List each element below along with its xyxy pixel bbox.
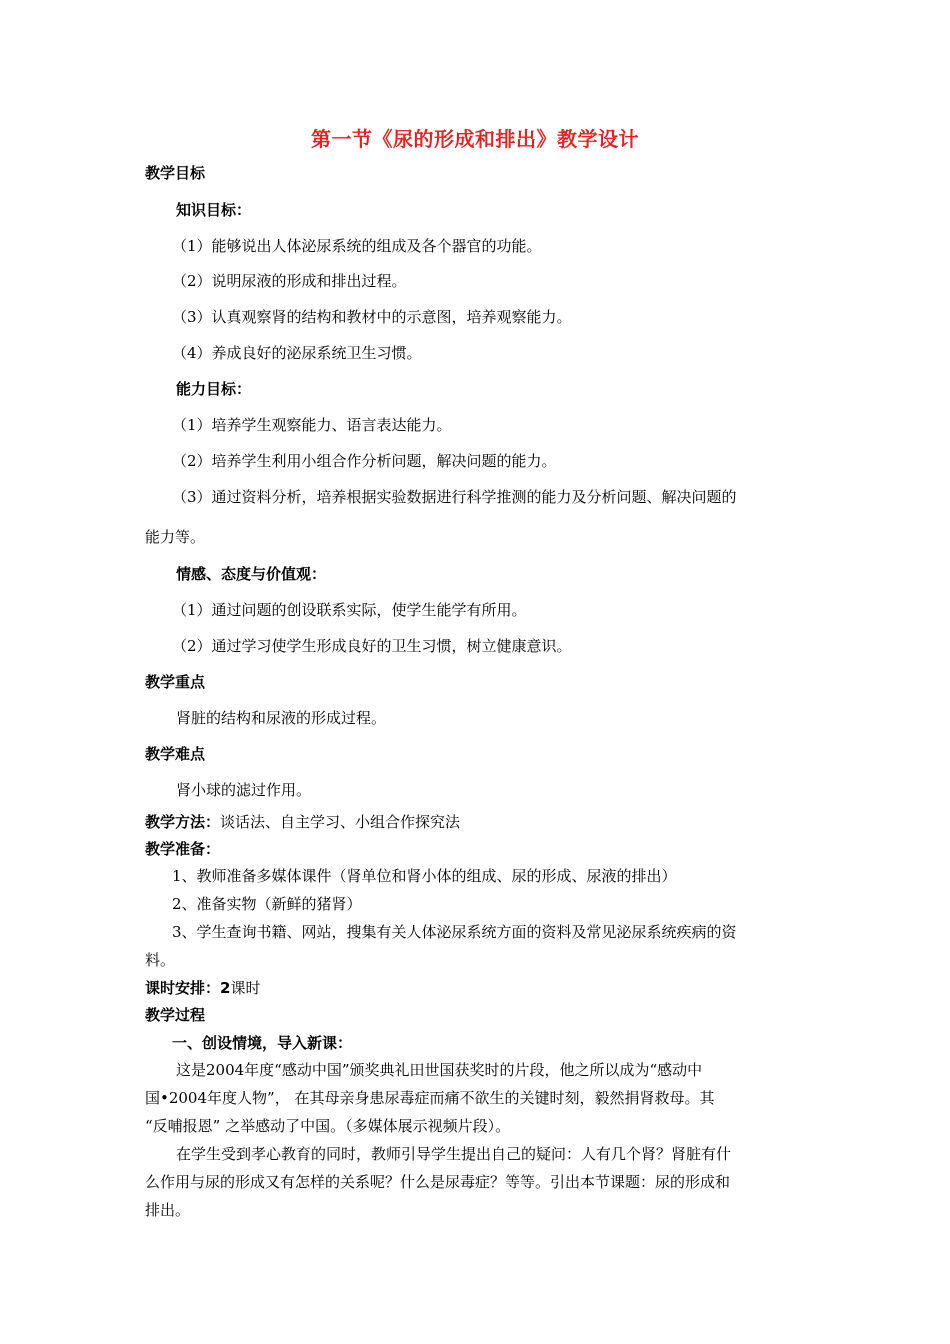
process-para2-line: 么作用与尿的形成又有怎样的关系呢？什么是尿毒症？等等。引出本节课题：尿的形成和 [145,1173,731,1191]
ability-item: 能力等。 [145,528,206,546]
process-para1-line: “反哺报恩” 之举感动了中国。（多媒体展示视频片段）。 [145,1117,511,1135]
emotion-item: （2）通过学习使学生形成良好的卫生习惯，树立健康意识。 [172,637,572,655]
preparation-item: 2、准备实物（新鲜的猪肾） [172,895,362,913]
step1-heading: 一、创设情境，导入新课： [172,1034,353,1052]
preparation-heading: 教学准备： [145,840,221,858]
page-title: 第一节《尿的形成和排出》教学设计 [311,127,639,151]
method-text: 谈话法、自主学习、小组合作探究法 [220,813,461,831]
key-point-text: 肾脏的结构和尿液的形成过程。 [176,709,387,727]
preparation-item: 1、教师准备多媒体课件（肾单位和肾小体的组成、尿的形成、尿液的排出） [172,867,677,885]
knowledge-item: （2）说明尿液的形成和排出过程。 [172,272,407,290]
difficulty-text: 肾小球的滤过作用。 [176,781,312,799]
schedule-unit: 课时 [230,979,261,997]
schedule-value: 2 [220,979,231,997]
process-heading: 教学过程 [145,1006,206,1024]
emotion-heading: 情感、态度与价值观： [176,565,327,583]
ability-item: （1）培养学生观察能力、语言表达能力。 [172,416,452,434]
method-line [145,812,460,832]
knowledge-heading: 知识目标： [176,201,252,219]
schedule-line [145,978,260,998]
ability-heading: 能力目标： [176,380,252,398]
schedule-label: 课时安排： [145,979,221,997]
method-label: 教学方法： [145,813,221,831]
objectives-heading: 教学目标 [145,164,206,182]
process-para1-line: 这是2004年度“感动中国”颁奖典礼田世国获奖时的片段，他之所以成为“感动中 [176,1061,703,1079]
key-point-heading: 教学重点 [145,673,206,691]
knowledge-item: （4）养成良好的泌尿系统卫生习惯。 [172,344,422,362]
knowledge-item: （3）认真观察肾的结构和教材中的示意图，培养观察能力。 [172,308,572,326]
preparation-item: 3、学生查询书籍、网站，搜集有关人体泌尿系统方面的资料及常见泌尿系统疾病的资 [172,923,737,941]
process-para1-line: 国•2004年度人物”， 在其母亲身患尿毒症而痛不欲生的关键时刻，毅然捐肾救母。其 [145,1089,715,1107]
preparation-item: 料。 [145,951,176,969]
difficulty-heading: 教学难点 [145,745,206,763]
ability-item: （3）通过资料分析，培养根据实验数据进行科学推测的能力及分析问题、解决问题的 [172,488,737,506]
ability-item: （2）培养学生利用小组合作分析问题，解决问题的能力。 [172,452,557,470]
emotion-item: （1）通过问题的创设联系实际，使学生能学有所用。 [172,601,527,619]
process-para2-line: 排出。 [145,1201,191,1219]
process-para2-line: 在学生受到孝心教育的同时，教师引导学生提出自己的疑问：人有几个肾？肾脏有什 [176,1145,732,1163]
knowledge-item: （1）能够说出人体泌尿系统的组成及各个器官的功能。 [172,237,542,255]
